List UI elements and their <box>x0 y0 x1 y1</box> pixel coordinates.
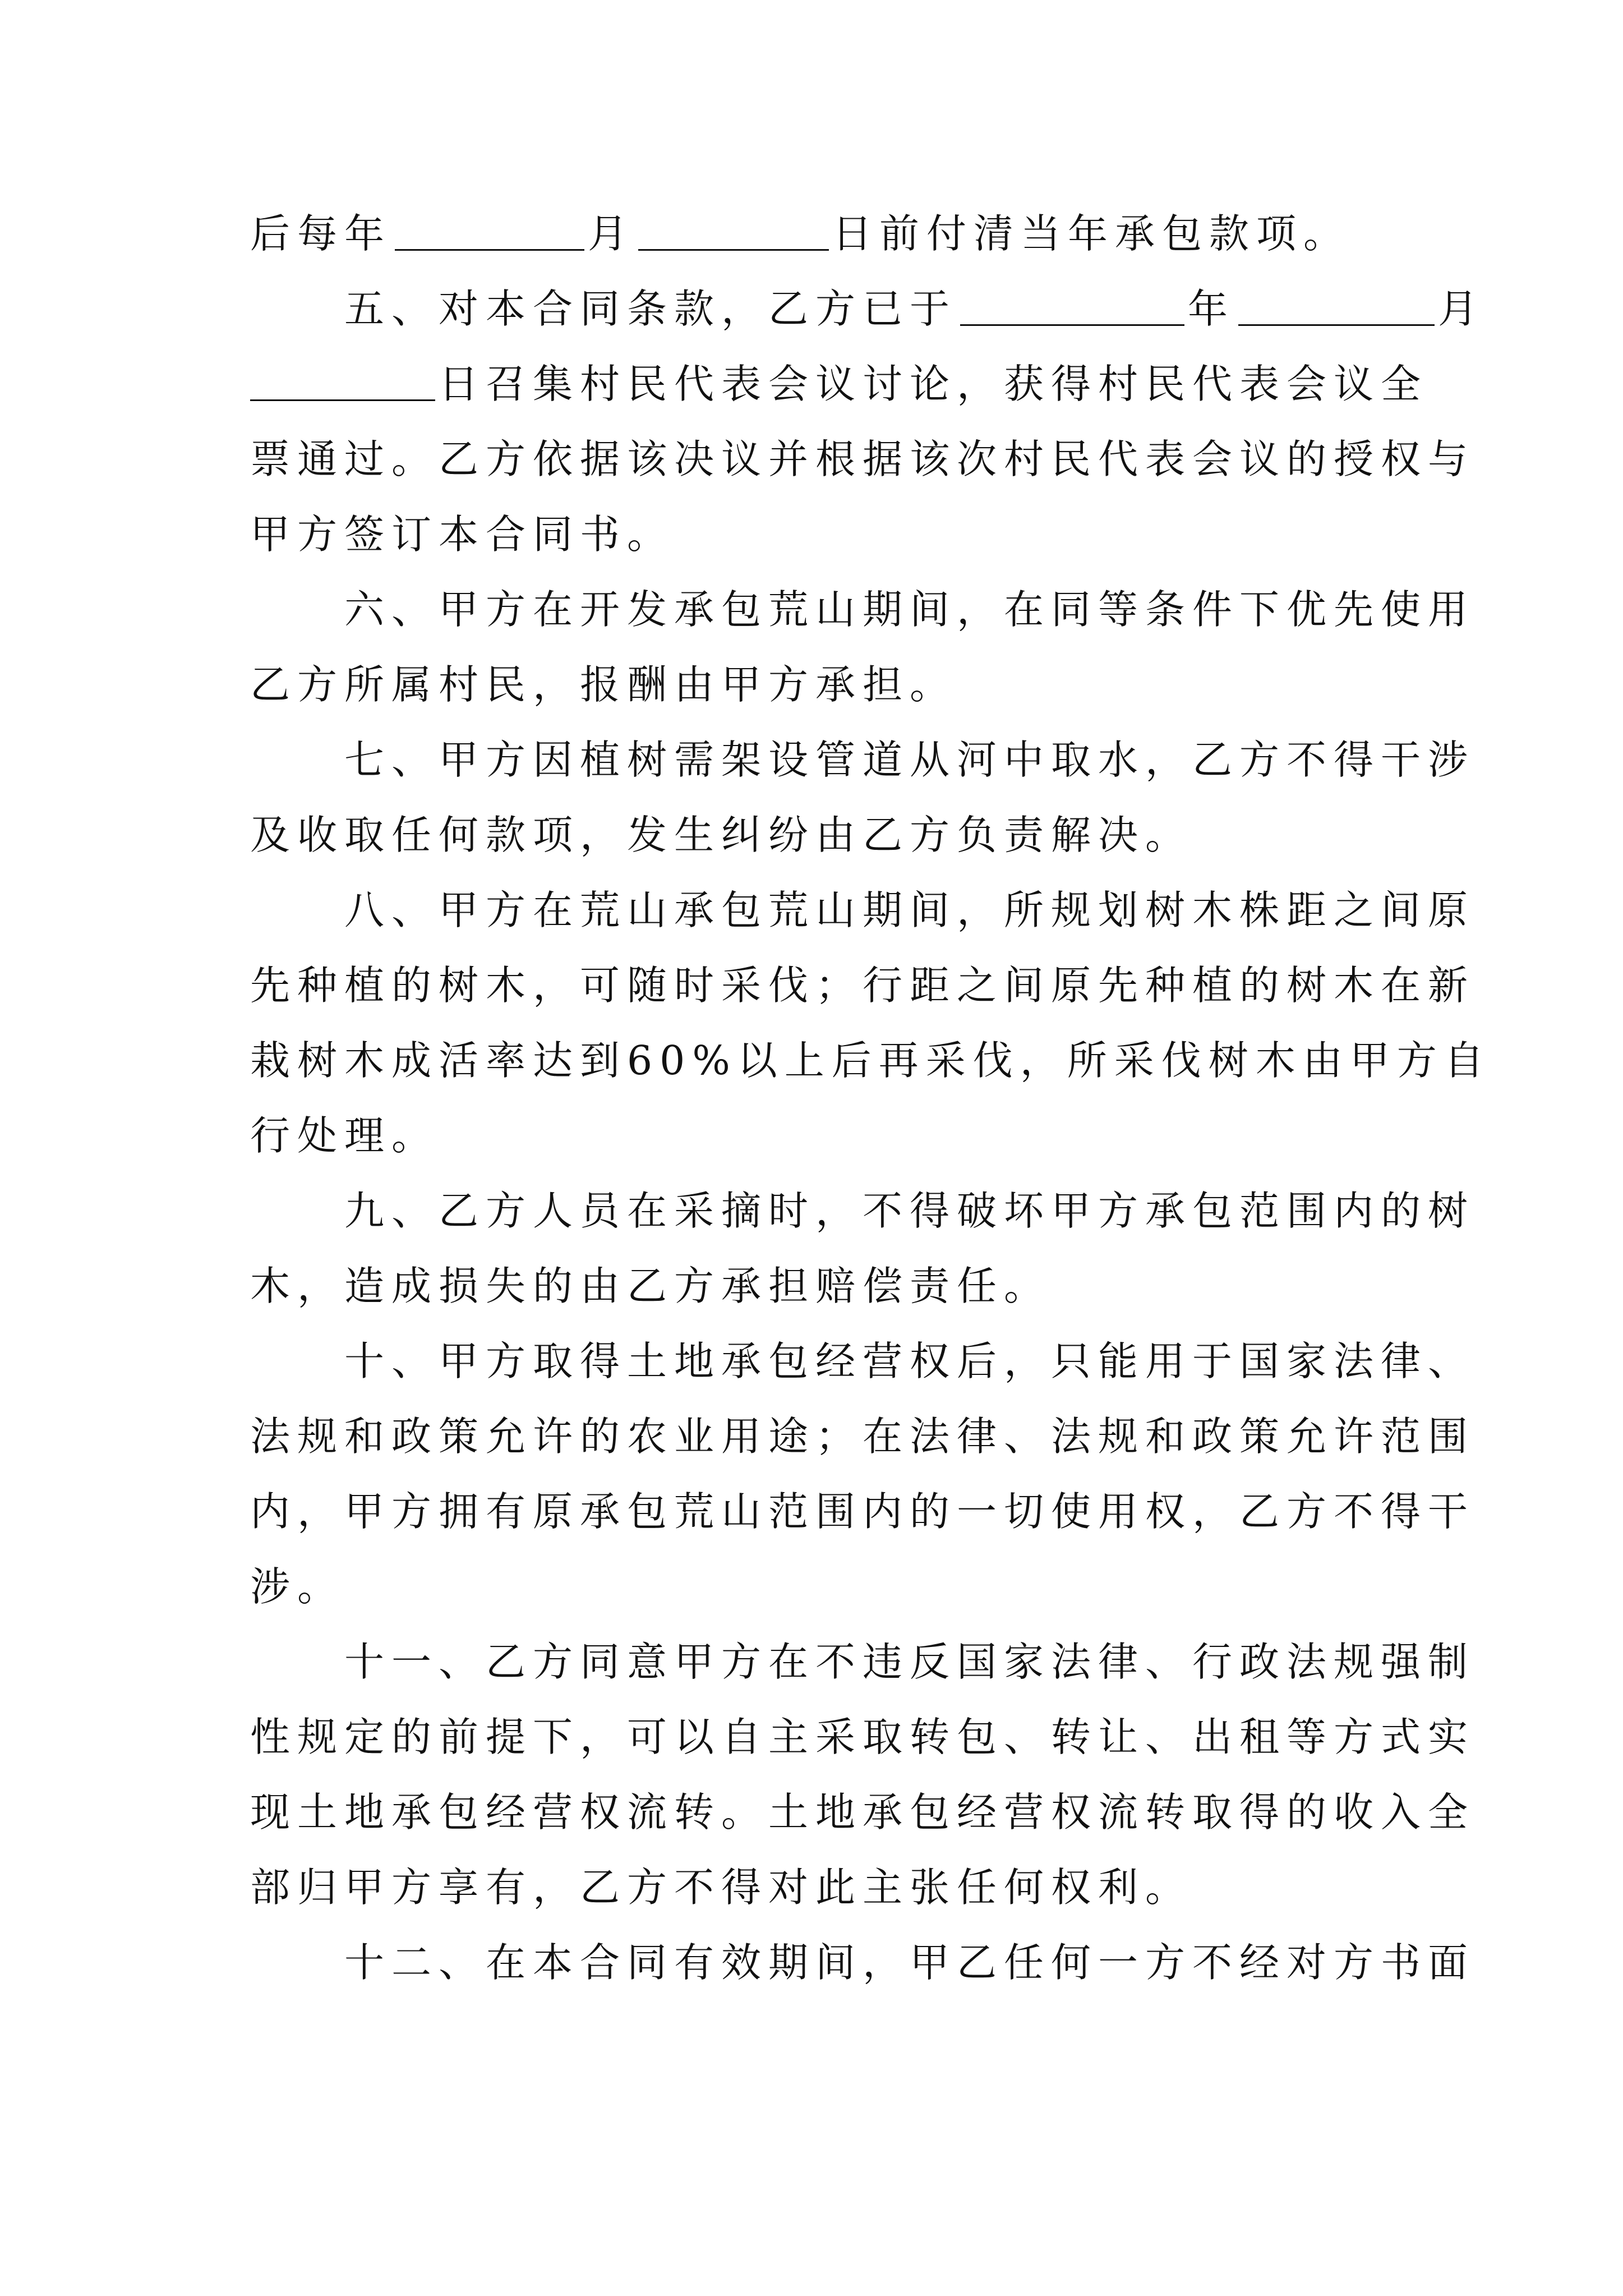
blank-field-day <box>250 360 435 401</box>
text-line: 八、甲方在荒山承包荒山期间，所规划树木株距之间原 <box>250 887 1476 933</box>
contract-body <box>250 196 1491 2000</box>
text-line: 甲方签订本合同书。 <box>250 511 675 558</box>
line-text: 日召集村民代表会议讨论，获得村民代表会议全 <box>439 361 1428 407</box>
line-text: 月 <box>1438 286 1486 332</box>
line-text: 日前付清当年承包款项。 <box>832 210 1351 257</box>
text-line: 涉。 <box>250 1563 345 1610</box>
text-line: 六、甲方在开发承包荒山期间，在同等条件下优先使用 <box>250 586 1476 633</box>
text-line: 木，造成损失的由乙方承担赔偿责任。 <box>250 1263 1052 1309</box>
blank-field-year <box>960 285 1184 326</box>
line-text: 后每年 <box>250 210 392 257</box>
text-line: 乙方所属村民，报酬由甲方承担。 <box>250 661 957 708</box>
text-line: 十二、在本合同有效期间，甲乙任何一方不经对方书面 <box>250 1939 1476 1986</box>
text-line: 行处理。 <box>250 1112 439 1159</box>
text-line <box>250 272 1486 347</box>
blank-field-day <box>638 210 829 251</box>
blank-field-month <box>395 210 584 251</box>
text-line: 十一、乙方同意甲方在不违反国家法律、行政法规强制 <box>250 1639 1476 1685</box>
text-line: 现土地承包经营权流转。土地承包经营权流转取得的收入全 <box>250 1789 1476 1835</box>
text-line: 十、甲方取得土地承包经营权后，只能用于国家法律、 <box>250 1338 1476 1384</box>
text-line: 票通过。乙方依据该决议并根据该次村民代表会议的授权与 <box>250 436 1476 482</box>
line-text: 五、对本合同条款，乙方已于 <box>250 286 957 332</box>
text-line: 九、乙方人员在采摘时，不得破坏甲方承包范围内的树 <box>250 1188 1476 1234</box>
text-line: 及收取任何款项，发生纠纷由乙方负责解决。 <box>250 812 1193 858</box>
line-text: 年 <box>1188 286 1235 332</box>
line-text: 月 <box>588 210 635 257</box>
text-line: 法规和政策允许的农业用途；在法律、法规和政策允许范围 <box>250 1413 1476 1460</box>
text-line: 七、甲方因植树需架设管道从河中取水，乙方不得干涉 <box>250 737 1476 783</box>
blank-field-month <box>1238 285 1435 326</box>
text-line <box>250 196 1411 272</box>
text-line: 内，甲方拥有原承包荒山范围内的一切使用权，乙方不得干 <box>250 1488 1476 1535</box>
text-line: 先种植的树木，可随时采伐；行距之间原先种植的树木在新 <box>250 962 1476 1009</box>
text-line: 部归甲方享有，乙方不得对此主张任何权利。 <box>250 1864 1193 1911</box>
text-line: 性规定的前提下，可以自主采取转包、转让、出租等方式实 <box>250 1714 1476 1760</box>
text-line <box>250 347 1428 422</box>
text-line: 栽树木成活率达到60%以上后再采伐，所采伐树木由甲方自 <box>250 1037 1491 1084</box>
